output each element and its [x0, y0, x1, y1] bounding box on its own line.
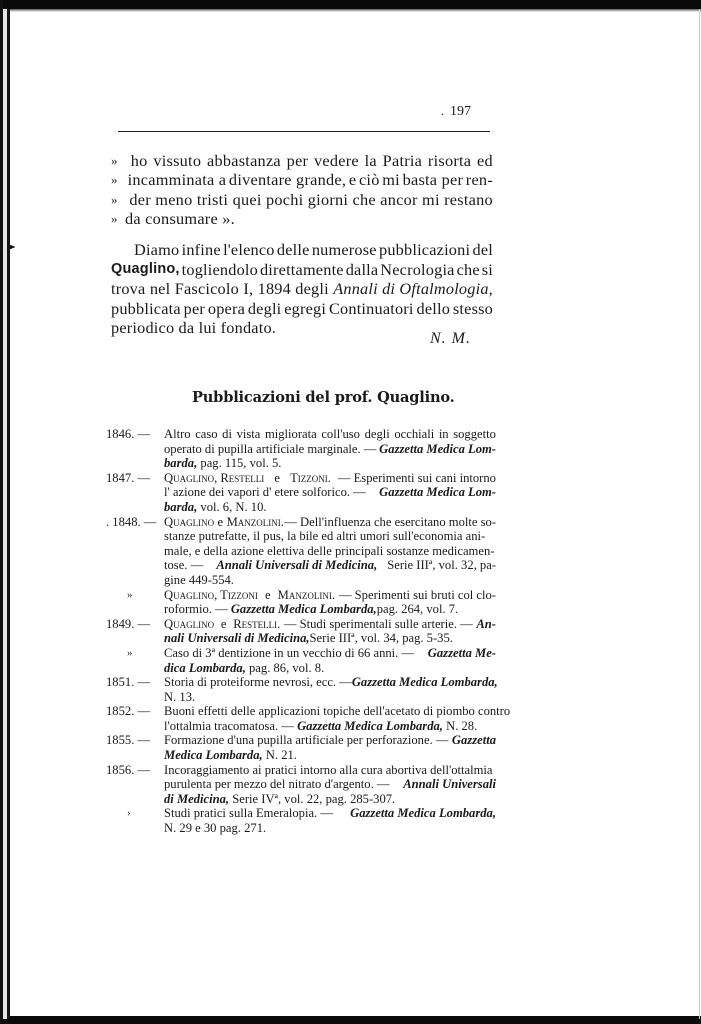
word: trova [111, 279, 146, 299]
journal-title: dica Lombarda, [164, 660, 246, 675]
word: e [348, 170, 357, 190]
publication-year: 1856. — [106, 762, 151, 777]
citation-text: tose. — [164, 558, 207, 573]
scan-border-right [699, 9, 700, 1019]
citation-line [164, 719, 496, 734]
quote-line [111, 151, 493, 170]
citation-text: e [261, 587, 274, 602]
journal-title: Annali di Oftalmologia, [333, 279, 493, 299]
page-number [441, 104, 471, 120]
word: occhiali [394, 427, 435, 441]
citation-text: Formazione d'una pupilla artificiale per perforazione. — [164, 733, 449, 748]
citation-text: — Sperimenti sui bruti col clo- [338, 587, 496, 602]
publication-entry [106, 427, 496, 471]
citation-text: Incoraggiamento ai pratici intorno alla cura abortiva dell'ottalmia [164, 762, 493, 777]
citation-text: e [271, 470, 284, 485]
citation-line [164, 675, 496, 690]
citation-text: — Esperimenti sui cani intorno [337, 470, 496, 485]
word: vedere [313, 151, 359, 170]
citation-text: pag. 86, vol. 8. [245, 660, 325, 675]
journal-title: Gazzetta Me- [427, 645, 496, 660]
journal-title: barda, [164, 499, 198, 514]
journal-title: Gazzetta Medica Lombarda, [350, 806, 496, 821]
word: di [222, 427, 232, 441]
publication-entry [106, 806, 496, 835]
citation-line [164, 558, 496, 573]
citation-line [164, 661, 496, 676]
publication-entry [106, 704, 511, 733]
word: tristi [196, 189, 229, 209]
citation-text: roformio. — [164, 602, 231, 617]
word: togliendolo [181, 259, 258, 279]
author-names: Quaglino [164, 514, 215, 529]
citation-line [164, 573, 496, 588]
journal-title: Gazzetta Medica Lom- [379, 485, 496, 500]
citation-text: N. 21. [262, 748, 297, 763]
word: egregi [284, 298, 327, 318]
citation-text: gine 449-554. [164, 572, 234, 587]
word: giorni [307, 189, 349, 209]
guillemet: » [111, 172, 118, 188]
citation-line [164, 646, 496, 661]
journal-title: Gazzetta Medica Lombarda, [351, 675, 498, 690]
journal-title: di Medicina, [164, 791, 230, 806]
publication-year: 1849. — [106, 616, 151, 631]
word: basta per [402, 170, 464, 190]
journal-title: Annali Universali [403, 777, 496, 792]
citation-line [164, 733, 496, 748]
word: soggetto [453, 427, 496, 441]
intro-paragraph [111, 240, 493, 338]
word: restano [444, 189, 493, 209]
word: vista [236, 427, 261, 441]
scan-border-top [0, 0, 701, 9]
ditto-mark: › [127, 807, 131, 820]
citation-line [164, 500, 496, 515]
author-names: Tizzoni. [290, 470, 331, 485]
citation-text: e [214, 514, 227, 529]
citation-line [164, 544, 496, 559]
journal-title: Gazzetta Medica Lombarda, [297, 718, 443, 733]
word: stesso [452, 298, 493, 318]
citation-text: N. 28. [442, 718, 478, 733]
word: in [438, 427, 449, 441]
scan-border-bottom [0, 1016, 701, 1024]
word: risorta [427, 151, 472, 170]
word: numerose [311, 240, 377, 259]
citation-text: l' azione dei vapori d' etere solforico. — [164, 485, 366, 500]
citation-text: pag. 115, vol. 5. [197, 456, 282, 471]
quote-line [111, 190, 493, 209]
paragraph-line [111, 240, 493, 260]
publication-entry [106, 588, 496, 617]
word: Continuatori [328, 298, 414, 318]
word: Altro [164, 427, 191, 441]
citation-line [164, 485, 496, 500]
citation-line [164, 515, 496, 530]
author-names: Quaglino, Restelli [164, 470, 265, 485]
spine-notch [6, 240, 15, 252]
word: caso [195, 427, 218, 441]
word: che [352, 189, 376, 209]
author-names: Restelli. [233, 616, 281, 631]
citation-text: Serie IVª, vol. 22, pag. 285-307. [229, 791, 396, 806]
word: per [286, 151, 309, 170]
paragraph-line [111, 299, 493, 319]
citation-line [164, 588, 496, 603]
publication-year: 1855. — [106, 733, 151, 748]
word: nel [149, 279, 171, 299]
publication-year: 1846. — [106, 427, 151, 441]
word: da consumare ». [125, 209, 235, 229]
author-signature: N. M. [430, 330, 471, 347]
citation-line [164, 456, 496, 471]
citation-text: Buoni effetti delle applicazioni topiche dell'acetato di piombo contro [164, 704, 511, 719]
citation-line [164, 704, 511, 719]
word: Necrologia [380, 259, 455, 279]
journal-title: nali Universali di Medicina, [164, 631, 310, 646]
publication-entry [106, 617, 496, 646]
citation-text: N. 29 e 30 pag. 271. [164, 821, 267, 836]
word: I, [243, 279, 254, 299]
citation-line [164, 806, 496, 821]
citation-text: — Dell'influenza che esercitano molte so- [284, 514, 496, 529]
citation-line [164, 427, 496, 442]
word: Diamo [134, 240, 180, 259]
page-number-value: 197 [450, 104, 471, 119]
word: Patria [382, 151, 423, 170]
ditto-mark: » [127, 646, 133, 659]
citation-line [164, 763, 496, 778]
word: per [183, 298, 206, 318]
citation-line [164, 471, 496, 486]
author-names: Manzolini. [226, 514, 284, 529]
word: ren- [465, 170, 493, 190]
journal-title: Gazzetta [451, 733, 496, 748]
word: ciò [358, 170, 380, 190]
citation-text: vol. 6, N. 10. [197, 499, 267, 514]
word: del [472, 240, 493, 259]
word: coll'uso [321, 427, 360, 441]
citation-text: Serie IIIª, vol. 32, pa- [387, 558, 496, 573]
word: migliorata [264, 427, 317, 441]
citation-line [164, 777, 496, 792]
citation-text: Caso di 3ª dentizione in un vecchio di 66 anni. — [164, 645, 415, 660]
word: mi [422, 189, 440, 209]
citation-line [164, 792, 496, 807]
paragraph-line: periodico da lui fondato. [111, 318, 277, 338]
citation-text: Studi pratici sulla Emeralopia. — [164, 806, 333, 821]
ditto-mark: » [127, 588, 133, 601]
publication-entry [106, 646, 496, 675]
word: vissuto [153, 151, 202, 170]
citation-line [164, 821, 496, 836]
citation-line [164, 617, 496, 632]
paragraph-line [111, 279, 493, 299]
name-quaglino: Quaglino, [111, 260, 180, 277]
citation-line [164, 602, 496, 617]
word: opera [207, 298, 246, 318]
journal-title: barda, [164, 456, 198, 471]
publications-list [106, 427, 511, 836]
word: quei [232, 189, 262, 209]
word: che [456, 259, 480, 279]
word: l'elenco [223, 240, 275, 259]
word: pubblicata [111, 298, 181, 318]
author-names: Manzolini. [277, 587, 335, 602]
word: mi [382, 170, 400, 190]
word: diventare grande, [228, 170, 347, 190]
word: 1894 degli [257, 279, 329, 299]
word: direttamente [259, 259, 344, 279]
page-number-dot: . [441, 104, 444, 118]
journal-title: Medica Lombarda, [164, 748, 263, 763]
word: la [364, 151, 377, 170]
citation-text: operato di pupilla artificiale marginale. — [164, 441, 377, 456]
citation-text: male, e della azione elettiva delle principali sostanze medicamen- [164, 543, 495, 558]
word: pubblicazioni [379, 240, 471, 259]
publication-year: 1851. — [106, 675, 151, 690]
guillemet: » [111, 211, 118, 227]
publication-entry [106, 675, 496, 704]
citation-line [164, 690, 496, 705]
author-names: Quaglino [164, 616, 215, 631]
word: dello [416, 298, 451, 318]
word: abbastanza [206, 151, 281, 170]
quotation-block [111, 151, 493, 229]
citation-text: Serie IIIª, vol. 34, pag. 5-35. [309, 631, 453, 646]
citation-line [164, 442, 496, 457]
journal-title: An- [476, 616, 496, 631]
citation-text: purulenta per mezzo del nitrato d'argento. — [164, 777, 390, 792]
section-title: Pubblicazioni del prof. Quaglino. [192, 389, 455, 406]
citation-text: l'ottalmia tracomatosa. — [164, 718, 298, 733]
word: dalla [345, 259, 379, 279]
word: pochi [265, 189, 304, 209]
word: ho [130, 151, 148, 170]
word: ancor [380, 189, 418, 209]
publication-entry [106, 515, 496, 588]
citation-text: stanze putrefatte, il pus, la bile ed altri umori sull'economia ani- [164, 529, 486, 544]
citation-line [164, 529, 496, 544]
publication-entry [106, 733, 496, 762]
paragraph-line [111, 260, 493, 280]
quote-line [111, 209, 493, 228]
publication-year: 1847. — [106, 470, 151, 485]
word: degli [364, 427, 390, 441]
word: incamminata a [127, 170, 227, 190]
citation-text: e [217, 616, 230, 631]
word: degli [247, 298, 282, 318]
citation-text: — Studi sperimentali sulle arterie. — [283, 616, 473, 631]
word: Fascicolo [174, 279, 239, 299]
journal-title: Gazzetta Medica Lom- [379, 441, 496, 456]
publication-entry [106, 471, 496, 515]
word: ed [477, 151, 493, 170]
citation-text: N. 13. [164, 689, 196, 704]
quote-line [111, 170, 493, 189]
word: delle [276, 240, 310, 259]
word: meno [155, 189, 193, 209]
citation-line [164, 631, 496, 646]
guillemet: » [111, 153, 118, 168]
publication-entry [106, 763, 496, 807]
author-names: Quaglino, Tizzoni [164, 587, 258, 602]
citation-text: pag. 264, vol. 7. [376, 602, 459, 617]
publication-year: . 1848. — [106, 514, 157, 529]
publication-year: 1852. — [106, 704, 151, 719]
word: der [129, 189, 151, 209]
journal-title: Gazzetta Medica Lombarda, [230, 602, 377, 617]
word: infine [181, 240, 221, 259]
header-rule [118, 131, 490, 132]
guillemet: » [111, 191, 118, 207]
citation-line [164, 748, 496, 763]
word: si [481, 259, 493, 279]
book-spine-line [7, 9, 10, 1019]
journal-title: Annali Universali di Medicina, [216, 558, 378, 573]
citation-text: Storia di proteiforme nevrosi, ecc. — [164, 675, 352, 690]
